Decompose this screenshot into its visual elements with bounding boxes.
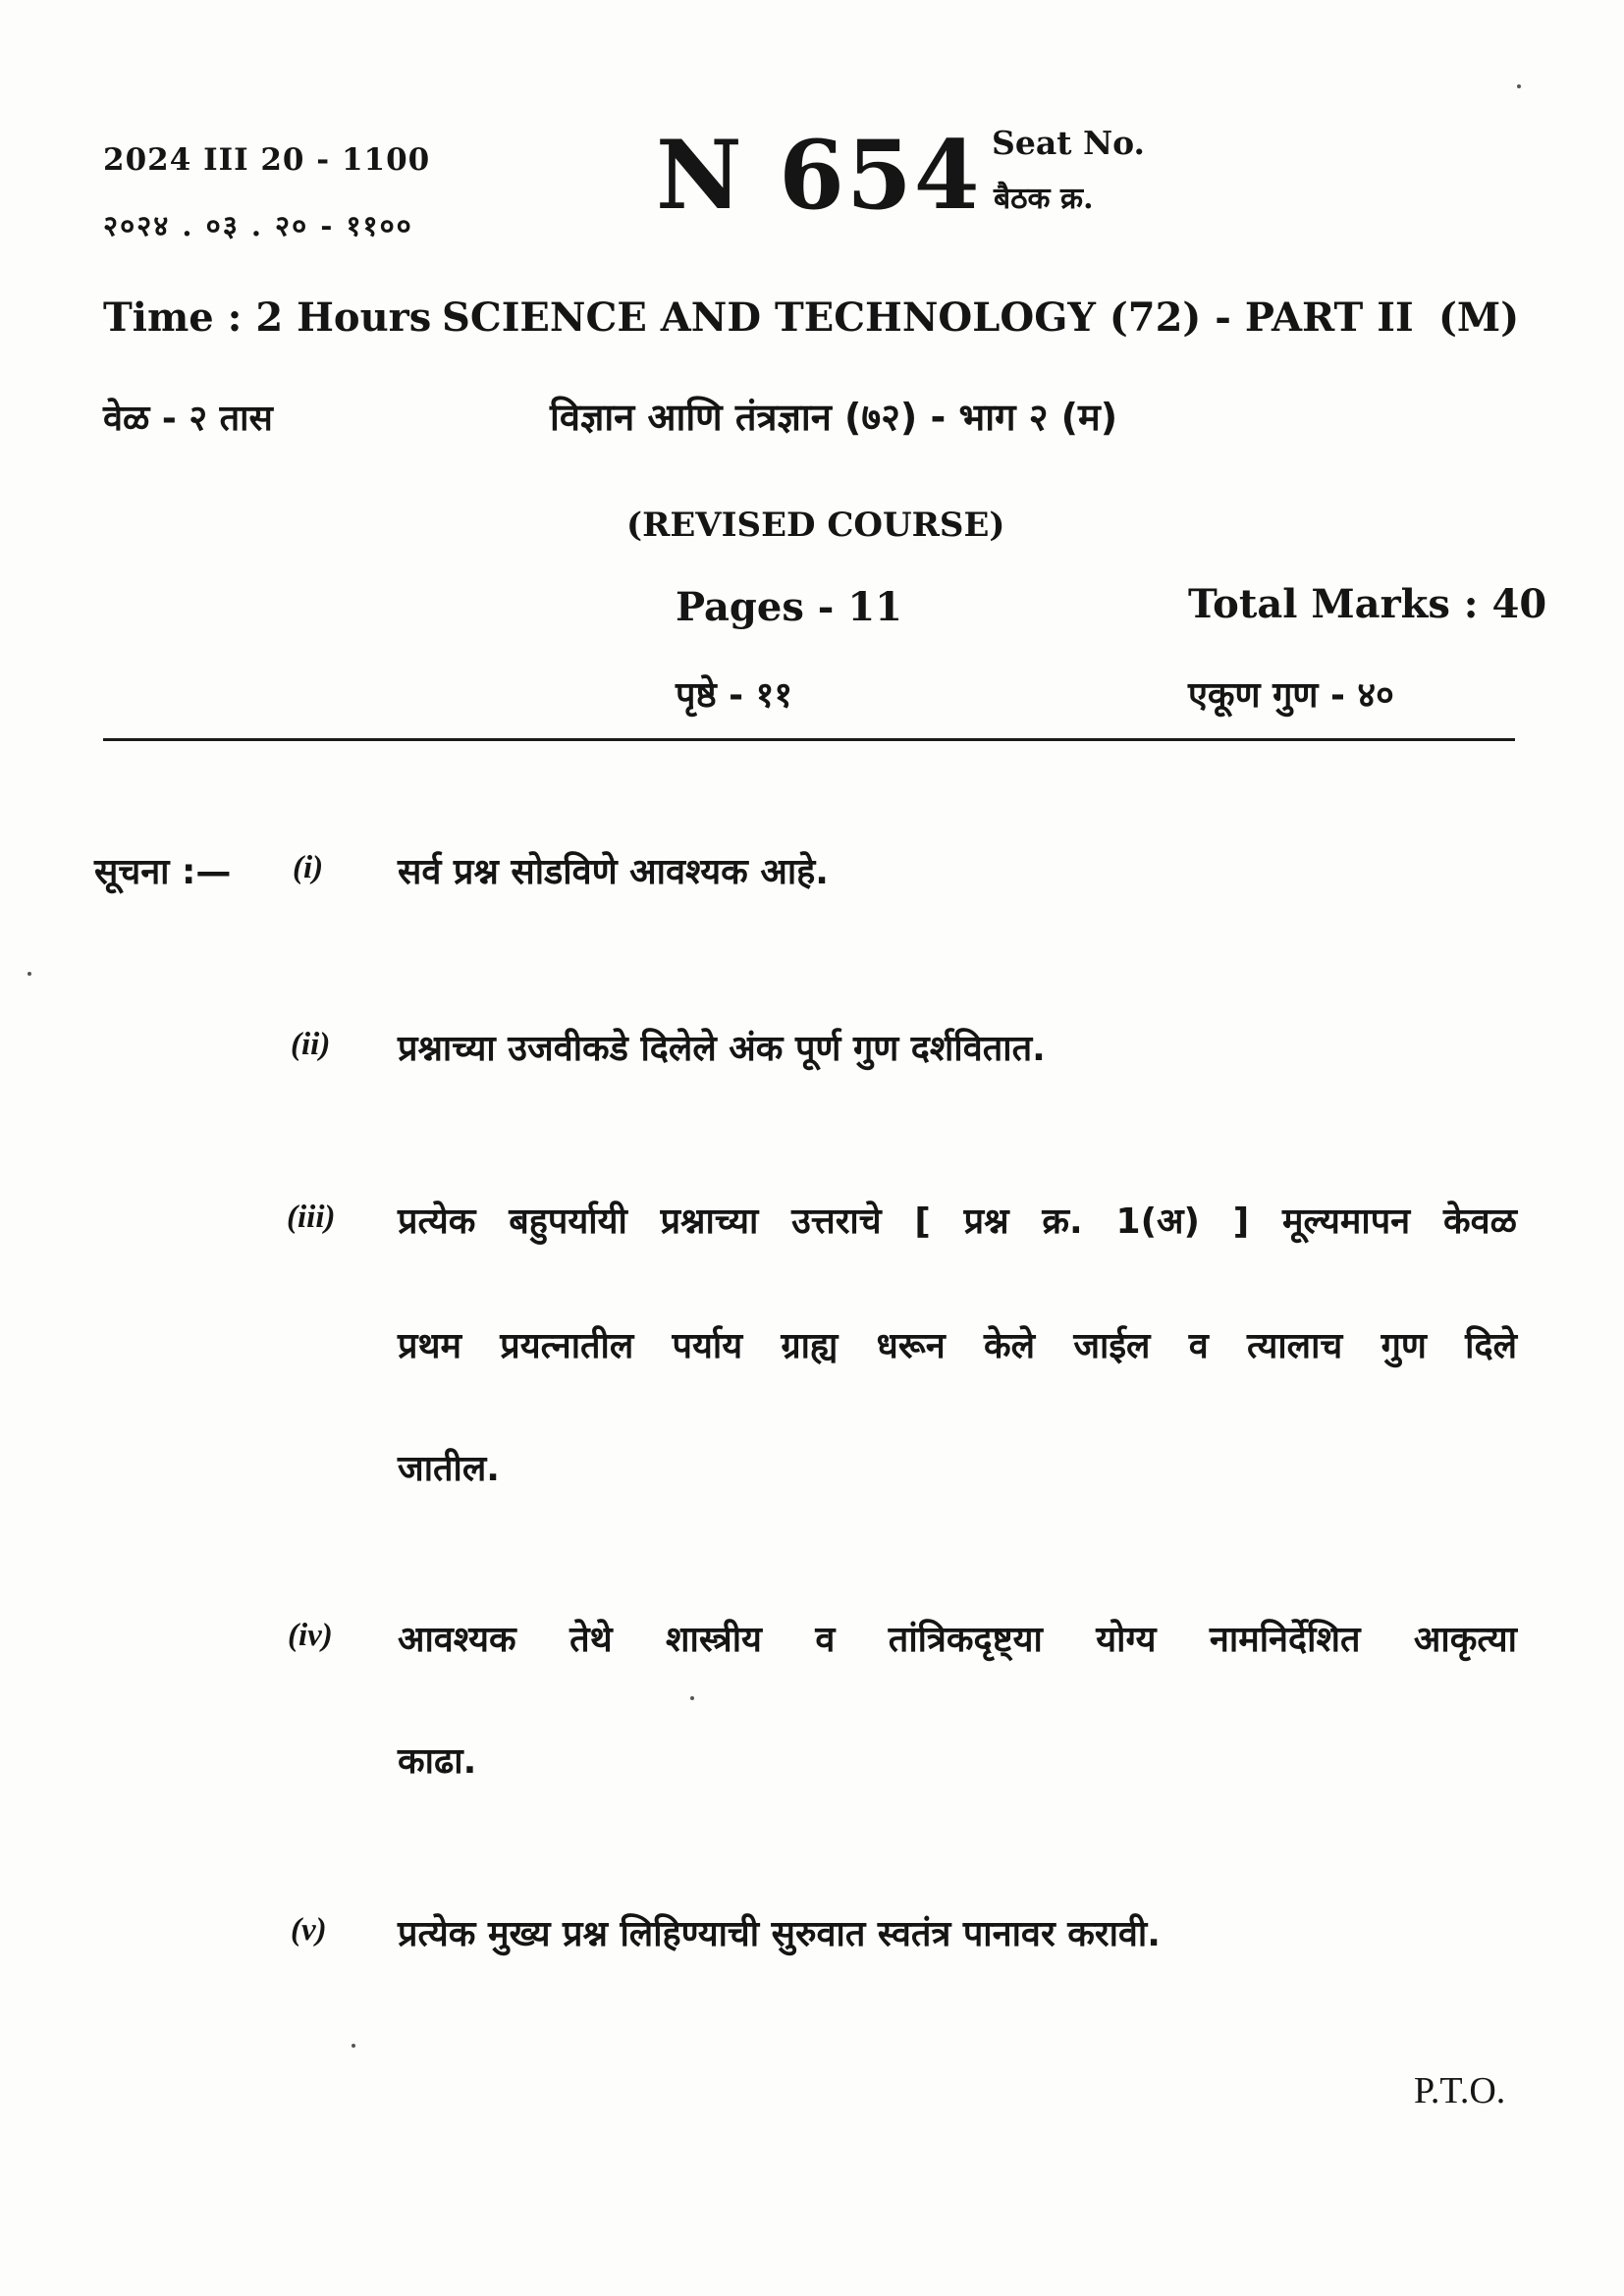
subject-title-marathi: विज्ञान आणि तंत्रज्ञान (७२) - भाग २ (म)	[550, 396, 1118, 439]
scan-speck	[690, 1696, 694, 1700]
duration-english: Time : 2 Hours	[103, 294, 432, 341]
instruction-text: प्रथम प्रयत्नातील पर्याय ग्राह्य धरून केले जाईल व त्यालाच गुण दिले	[398, 1326, 1517, 1366]
instruction-number: (iv)	[288, 1618, 333, 1653]
instruction-number: (ii)	[291, 1027, 331, 1062]
instruction-text: प्रश्नाच्या उजवीकडे दिलेले अंक पूर्ण गुण दर्शवितात.	[398, 1029, 1046, 1069]
duration-marathi: वेळ - २ तास	[103, 399, 273, 439]
instruction-text: प्रत्येक बहुपर्यायी प्रश्नाच्या उत्तराचे [ प्रश्न क्र. 1(अ) ] मूल्यमापन केवळ	[398, 1201, 1517, 1242]
instruction-number: (iii)	[287, 1200, 336, 1235]
instruction-number: (v)	[291, 1912, 327, 1948]
medium-marker: (M)	[1438, 294, 1520, 341]
instruction-text: प्रत्येक मुख्य प्रश्न लिहिण्याची सुरुवात स्वतंत्र पानावर करावी.	[398, 1914, 1161, 1954]
instruction-text: आवश्यक तेथे शास्त्रीय व तांत्रिकदृष्ट्या योग्य नामनिर्देशित आकृत्या	[398, 1620, 1517, 1660]
scan-speck	[27, 972, 31, 976]
seat-number-label-marathi: बैठक क्र.	[994, 182, 1094, 216]
scan-speck	[352, 2044, 355, 2048]
instruction-number: (i)	[293, 850, 324, 885]
instruction-text: सर्व प्रश्न सोडविणे आवश्यक आहे.	[398, 852, 829, 892]
paper-code: N 654	[656, 120, 982, 231]
total-marks-english: Total Marks : 40	[1188, 581, 1547, 627]
exam-code-english: 2024 III 20 - 1100	[103, 142, 431, 178]
seat-number-label-english: Seat No.	[992, 124, 1146, 162]
total-marks-marathi: एकूण गुण - ४०	[1188, 675, 1394, 716]
instruction-text: जातील.	[398, 1449, 500, 1489]
instructions-label: सूचना :—	[94, 852, 232, 892]
instruction-text: काढा.	[398, 1741, 477, 1782]
exam-code-marathi: २०२४ . ०३ . २० - ११००	[103, 209, 413, 242]
header-divider	[103, 738, 1515, 741]
please-turn-over: P.T.O.	[1414, 2070, 1506, 2111]
scan-speck	[1517, 84, 1521, 88]
page-count-english: Pages - 11	[676, 584, 902, 630]
course-label: (REVISED COURSE)	[626, 506, 1005, 545]
page-count-marathi: पृष्ठे - ११	[676, 675, 793, 716]
subject-title-english: SCIENCE AND TECHNOLOGY (72) - PART II	[442, 294, 1414, 341]
